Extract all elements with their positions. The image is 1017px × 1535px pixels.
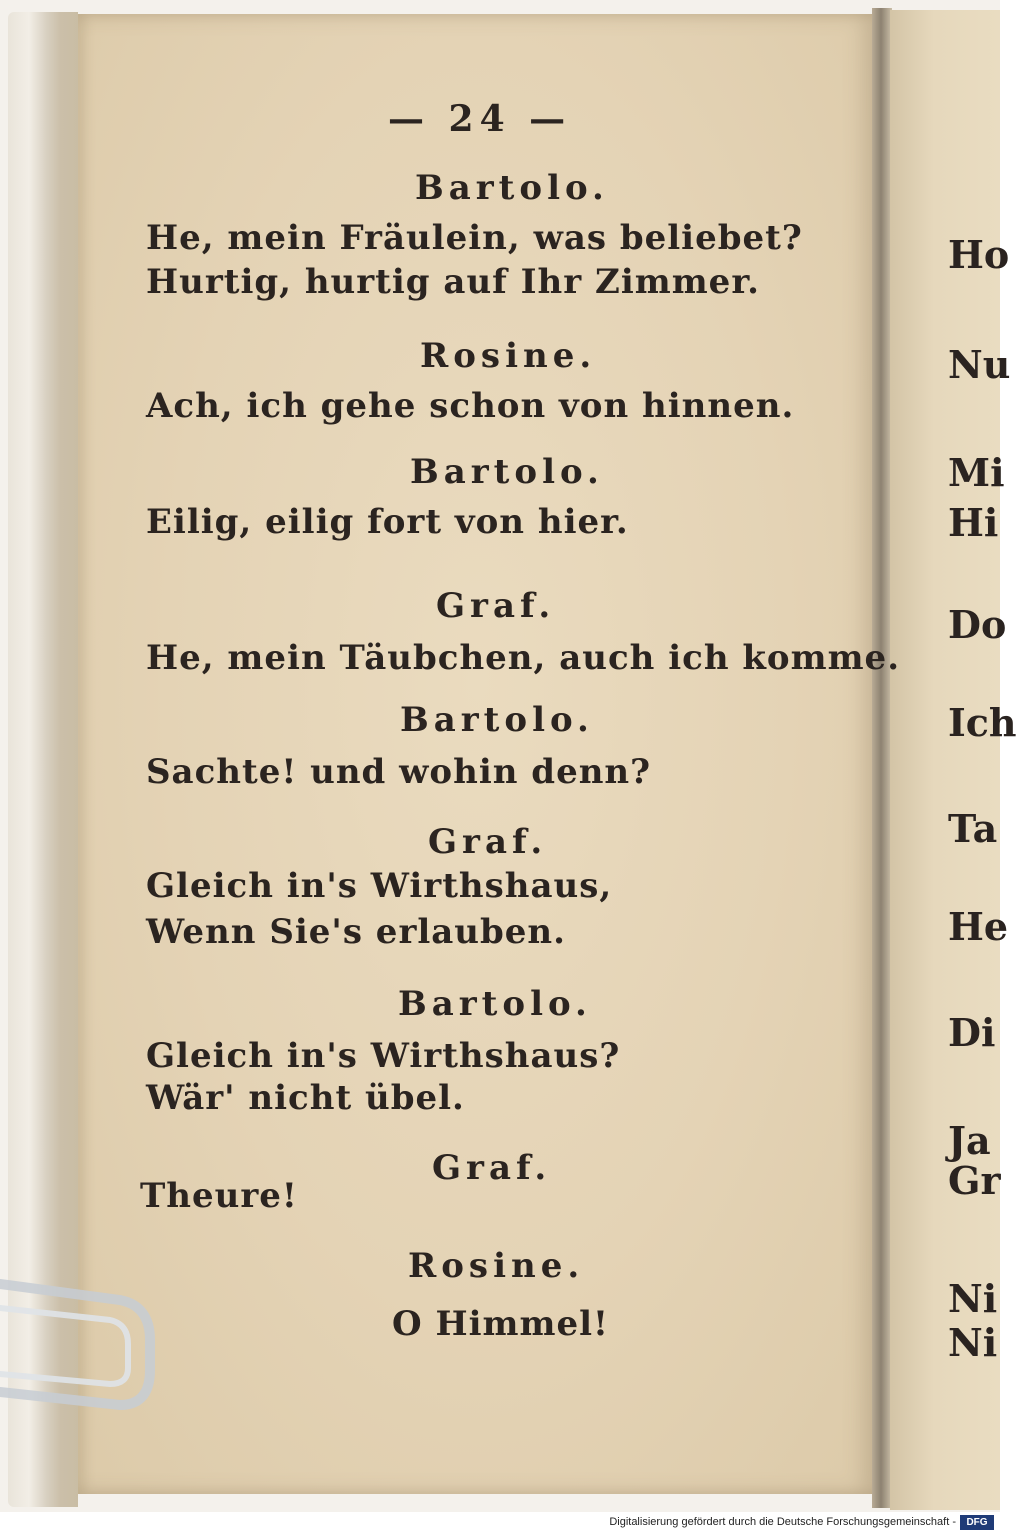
facing-fragment: Do bbox=[948, 602, 1007, 647]
dfg-logo: DFG bbox=[960, 1515, 994, 1530]
footer-bar bbox=[0, 1512, 1000, 1535]
verse-line: Gleich in's Wirthshaus, bbox=[146, 866, 613, 906]
facing-fragment: Mi bbox=[948, 450, 1005, 495]
facing-fragment: Ta bbox=[948, 806, 998, 851]
verse-line: Wenn Sie's erlauben. bbox=[146, 912, 566, 952]
verse-line: Ach, ich gehe schon von hinnen. bbox=[146, 386, 795, 426]
facing-fragment: He bbox=[948, 904, 1009, 949]
facing-fragment: Ni bbox=[948, 1320, 998, 1365]
verse-line: Wär' nicht übel. bbox=[146, 1078, 465, 1118]
verse-line: Sachte! und wohin denn? bbox=[146, 752, 652, 792]
facing-fragment: Nu bbox=[948, 342, 1011, 387]
speaker-name: Bartolo. bbox=[415, 168, 609, 208]
speaker-name: Bartolo. bbox=[400, 700, 594, 740]
verse-line: Theure! bbox=[140, 1176, 298, 1216]
facing-fragment: Ni bbox=[948, 1276, 998, 1321]
verse-line: O Himmel! bbox=[392, 1304, 609, 1344]
verse-line: Gleich in's Wirthshaus? bbox=[146, 1036, 621, 1076]
facing-fragment: Di bbox=[948, 1010, 996, 1055]
page-number: — 24 — bbox=[388, 98, 572, 140]
facing-fragment: Ich bbox=[948, 700, 1017, 745]
speaker-name: Bartolo. bbox=[410, 452, 604, 492]
verse-line: Eilig, eilig fort von hier. bbox=[146, 502, 629, 542]
verse-line: Hurtig, hurtig auf Ihr Zimmer. bbox=[146, 262, 760, 302]
facing-fragment: Ja bbox=[948, 1118, 991, 1163]
paper-clip-icon bbox=[0, 1270, 160, 1430]
speaker-name: Rosine. bbox=[420, 336, 597, 376]
verse-line: He, mein Täubchen, auch ich komme. bbox=[146, 638, 901, 678]
verse-line: He, mein Fräulein, was beliebet? bbox=[146, 218, 803, 258]
speaker-name: Graf. bbox=[436, 586, 556, 626]
facing-fragment: Gr bbox=[948, 1158, 1001, 1203]
facing-fragment: Ho bbox=[948, 232, 1010, 277]
speaker-name: Graf. bbox=[432, 1148, 552, 1188]
facing-fragment: Hi bbox=[948, 500, 999, 545]
footer-credit: Digitalisierung gefördert durch die Deutsche Forschungsgemeinschaft - bbox=[609, 1516, 956, 1528]
speaker-name: Graf. bbox=[428, 822, 548, 862]
speaker-name: Bartolo. bbox=[398, 984, 592, 1024]
speaker-name: Rosine. bbox=[408, 1246, 585, 1286]
